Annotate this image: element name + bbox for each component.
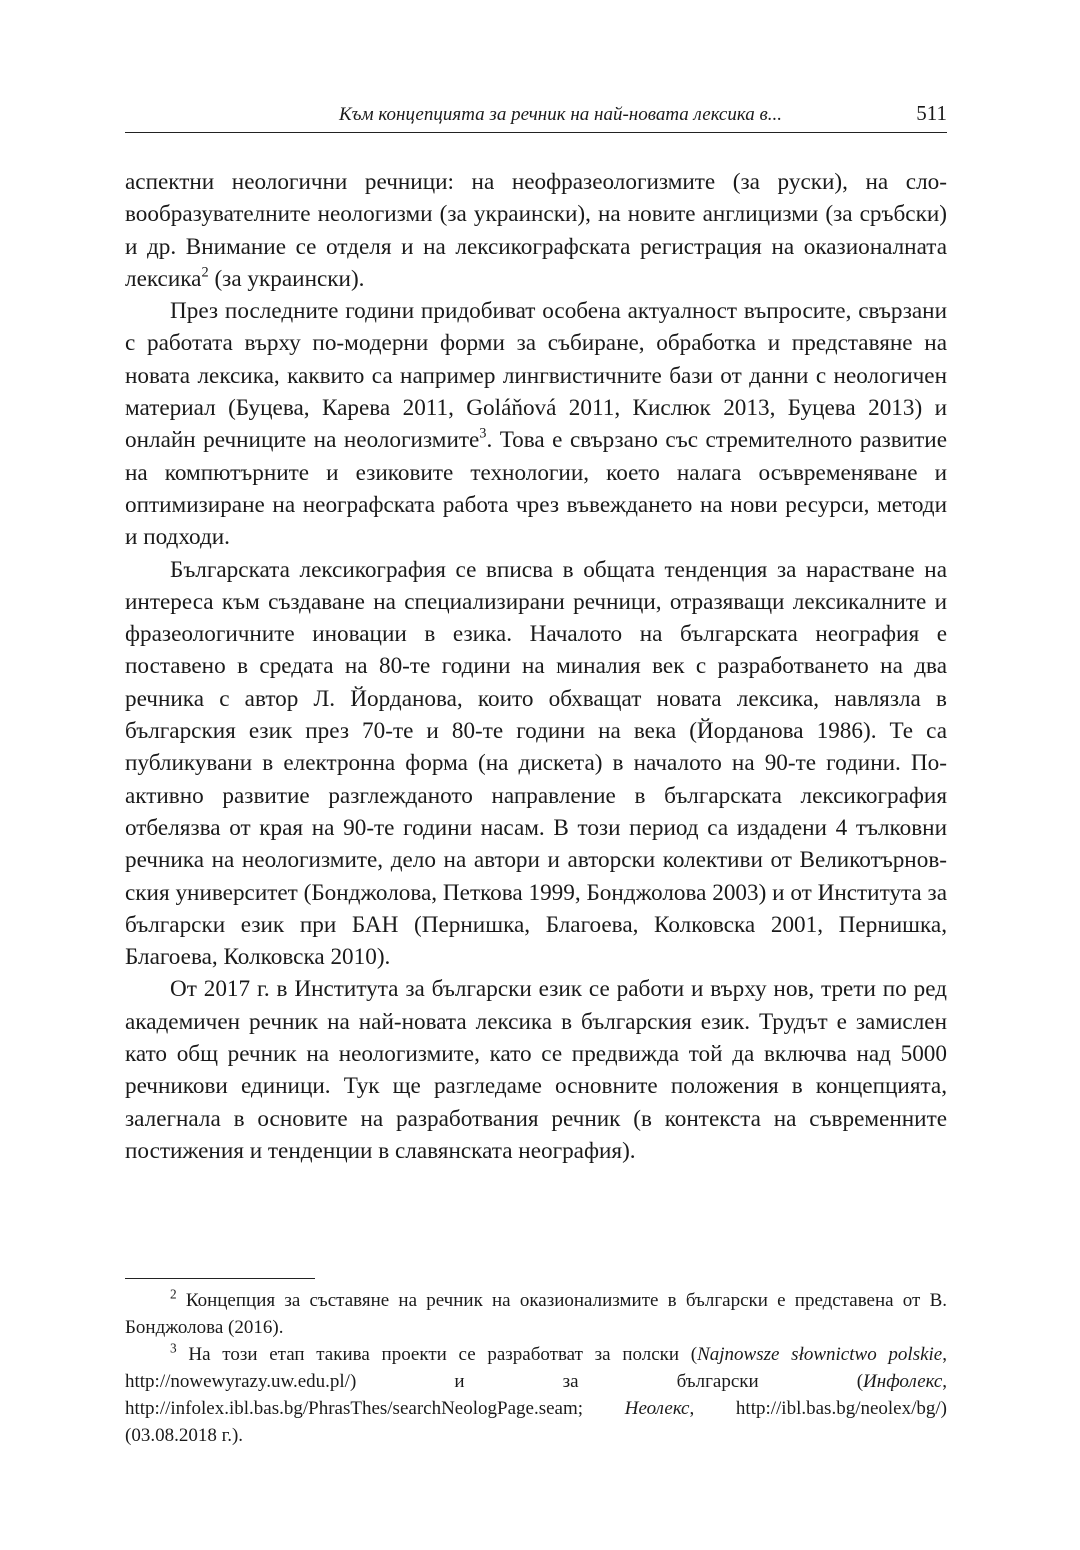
paragraph-1-text-a: аспектни неологични речници: на неофразеологизмите (за руски), на словообразувателните неологизми (за украински), на новите англицизми (за сръбски) и др. Внимание се отделя и на лексикографската регистрация на оказионалната лексика: [125, 169, 947, 292]
paragraph-2-text-b: . Това е свързано със стремителното развитие на компютърните и езиковите технологии, което налага осъвременяване и оптимизиране на неографската работа чрез въвеждането на нови ресурси, методи и подходи.: [125, 427, 947, 551]
body-text: [125, 166, 947, 1167]
paragraph-2: [125, 295, 947, 553]
footnote-3-number: 3: [170, 1340, 177, 1356]
footnote-3-title-polish: Najnowsze słownictwo polskie: [697, 1344, 943, 1365]
footnote-ref-2[interactable]: 2: [201, 264, 209, 281]
paragraph-1-text-b: (за украински).: [208, 265, 365, 292]
paragraph-3: Българската лексикография се вписва в общата тенденция за нарастване на интереса към създаване на специализирани речници, отразяващи лексикалните и фразеологичните иновации в езика. Началото на българската неография е поставено в средата на 80-те години на миналия век с разработването на два речника с автор Л. Йорданова, които обхващат новата лексика, навлязла в българския език през 70-те и 80-те години на века (Йорданова 1986). Те са публикувани в електронна форма (на дискета) в началото на 90-те години. По-активно развитие разглежданото направление в българската лексикография отбелязва от края на 90-те години насам. В този период са издадени 4 тълковни речника на неологизмите, дело на автори и авторски колективи от Великотърновския университет (Бонджолова, Петкова 1999, Бонджолова 2003) и от Института за български език при БАН (Пернишка, Благоева, Колковска 2001, Пернишка, Благоева, Колковска 2010).: [125, 556, 947, 971]
footnote-3-text-3[interactable]: , http://infolex.ibl.bas.bg/PhrasThes/searchNeologPage.seam;: [125, 1371, 947, 1419]
paragraph-2-text-a: През последните години придобиват особена актуалност въпросите, свързани с работата върху по-модерни форми за събиране, обработка и представяне на новата лексика, каквито са например лингвистичните бази от данни с неологичен материал (Буцева, Карева 2011, Goláňová 2011, Кислюк 2013, Буцева 2013) и онлайн речниците на неологизмите: [125, 298, 947, 454]
paragraph-1: [125, 166, 947, 295]
footnote-2-text: Концепция за съставяне на речник на оказионализмите в български е представена от В. Бонджолова (2016).: [125, 1290, 947, 1338]
footnote-2-number: 2: [170, 1286, 177, 1302]
footnote-3-title-neolex: Неолекс: [624, 1398, 690, 1419]
footnote-3-text-2[interactable]: , http://nowewyrazy.uw.edu.pl/) и за български (: [125, 1344, 947, 1392]
footnote-3-text-1: На този етап такива проекти се разработват за полски (: [176, 1344, 698, 1365]
footnote-separator: [125, 1278, 315, 1279]
footnote-3-text-4[interactable]: , http://ibl.bas.bg/neolex/bg/) (03.08.2018 г.).: [125, 1398, 948, 1446]
footnote-2: [125, 1287, 947, 1341]
footnote-3: [125, 1341, 947, 1449]
running-header: [125, 100, 947, 133]
footnote-ref-3[interactable]: 3: [479, 426, 487, 443]
paragraph-4: От 2017 г. в Института за български език се работи и върху нов, трети по ред академичен речник на най-новата лексика в българския език. Трудът е замислен като общ речник на неологизмите, като се предвижда той да включва над 5000 речникови единици. Тук ще разгледаме основните положения в концепцията, залегнала в основите на разработвания речник (в контекста на съвременните постижения и тенденции в славянската неография).: [125, 976, 947, 1164]
page-number: 511: [916, 101, 947, 125]
footnotes: [125, 1287, 947, 1449]
running-title: Към концепцията за речник на най-новата лексика в...: [339, 104, 782, 125]
footnote-3-title-infolex: Инфолекс: [863, 1371, 943, 1392]
